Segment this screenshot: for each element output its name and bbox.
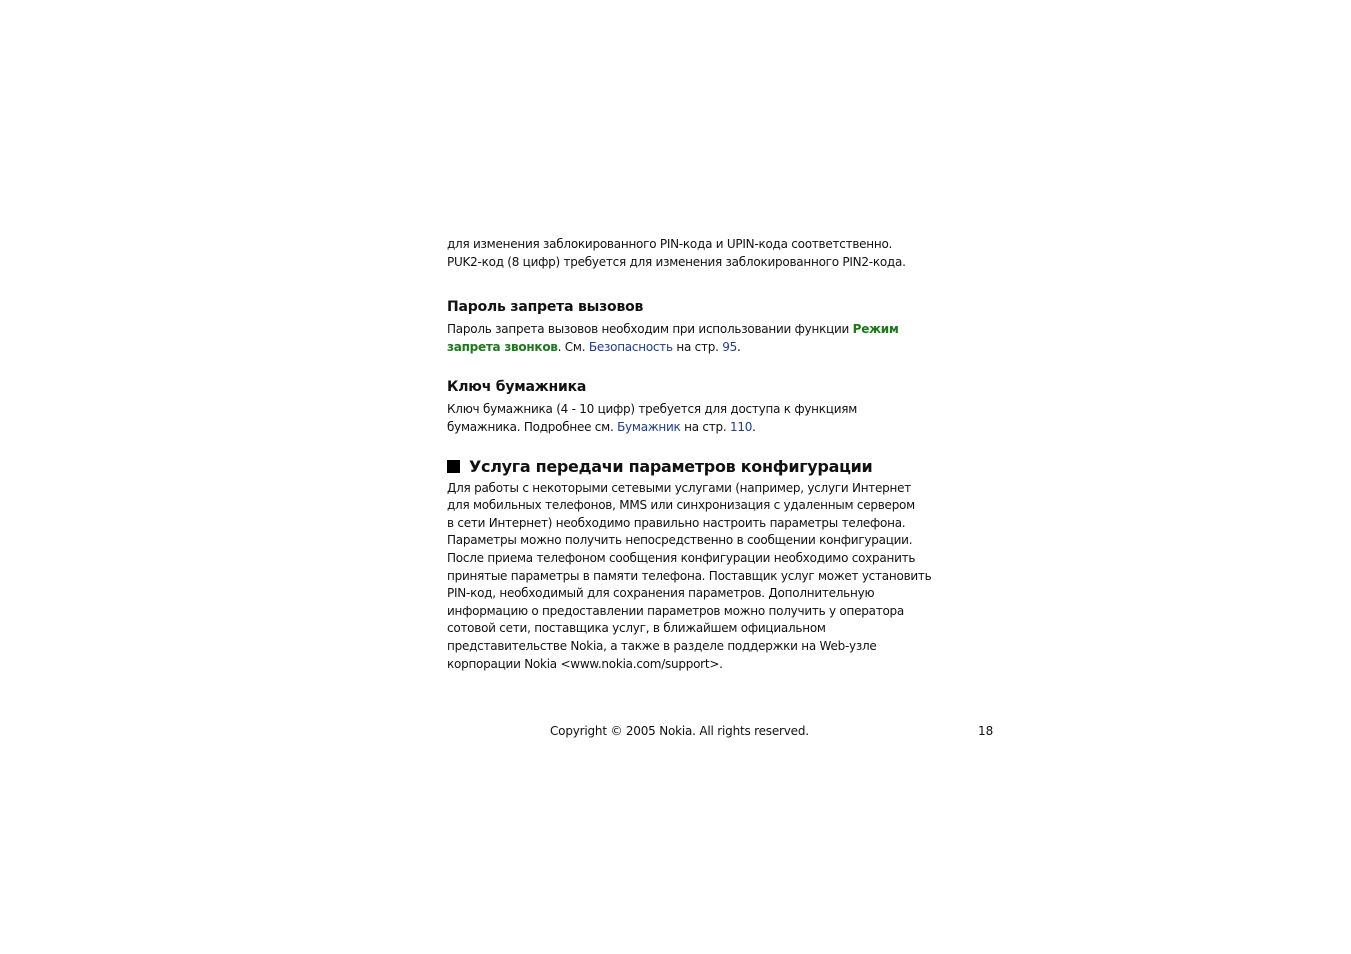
config-line: информацию о предоставлении параметров можно получить у оператора: [447, 603, 904, 618]
footer-copyright: Copyright © 2005 Nokia. All rights reserved.: [550, 724, 809, 738]
barring-password-heading: Пароль запрета вызовов: [447, 299, 644, 316]
wallet-page-link[interactable]: 110: [729, 419, 753, 434]
config-line: принятые параметры в памяти телефона. Поставщик услуг может установить: [447, 568, 932, 583]
config-line: Параметры можно получить непосредственно в сообщении конфигурации.: [447, 533, 913, 548]
wallet-end: .: [752, 419, 756, 434]
barring-end: .: [737, 339, 741, 354]
wallet-code-heading: Ключ бумажника: [447, 379, 587, 396]
wallet-line-2: [447, 419, 917, 437]
page-content: [447, 236, 932, 673]
config-line: представительстве Nokia, а также в разделе поддержки на Web-узле: [447, 638, 877, 653]
wallet-page-text: на стр.: [680, 419, 730, 434]
config-line: PIN-код, необходимый для сохранения параметров. Дополнительную: [447, 586, 875, 601]
config-line: Для работы с некоторыми сетевыми услугами (например, услуги Интернет: [447, 480, 911, 495]
wallet-text: бумажника. Подробнее см.: [447, 419, 618, 434]
barring-line-1: [447, 321, 917, 339]
page-number: 18: [978, 724, 994, 738]
intro-paragraph: [447, 236, 917, 271]
config-line: для мобильных телефонов, MMS или синхронизация с удаленным сервером: [447, 498, 915, 513]
config-heading-text: Услуга передачи параметров конфигурации: [469, 456, 873, 476]
barring-keyword[interactable]: Режим: [852, 322, 899, 337]
square-bullet-icon: [447, 460, 460, 473]
barring-page-text: на стр.: [672, 339, 723, 354]
wallet-line-1: Ключ бумажника (4 - 10 цифр) требуется для доступа к функциям: [447, 402, 858, 417]
barring-password-paragraph: [447, 321, 917, 356]
barring-see-text: . См.: [557, 339, 589, 354]
security-link[interactable]: Безопасность: [588, 339, 673, 354]
config-service-heading: [447, 456, 917, 478]
config-line: корпорации Nokia <www.nokia.com/support>.: [447, 656, 723, 671]
config-service-paragraph: [447, 480, 932, 674]
security-page-link[interactable]: 95: [722, 339, 738, 354]
config-line: сотовой сети, поставщика услуг, в ближайшем официальном: [447, 621, 826, 636]
barring-line-2: [447, 339, 917, 357]
intro-line-2: PUK2-код (8 цифр) требуется для изменения заблокированного PIN2-кода.: [447, 254, 906, 269]
wallet-code-paragraph: [447, 401, 917, 436]
wallet-link[interactable]: Бумажник: [617, 419, 681, 434]
config-line: После приема телефоном сообщения конфигурации необходимо сохранить: [447, 550, 916, 565]
config-line: в сети Интернет) необходимо правильно настроить параметры телефона.: [447, 515, 906, 530]
barring-keyword-cont[interactable]: запрета звонков: [447, 339, 558, 354]
intro-line-1: для изменения заблокированного PIN-кода и UPIN-кода соответственно.: [447, 237, 893, 251]
barring-text: Пароль запрета вызовов необходим при использовании функции: [447, 322, 853, 337]
